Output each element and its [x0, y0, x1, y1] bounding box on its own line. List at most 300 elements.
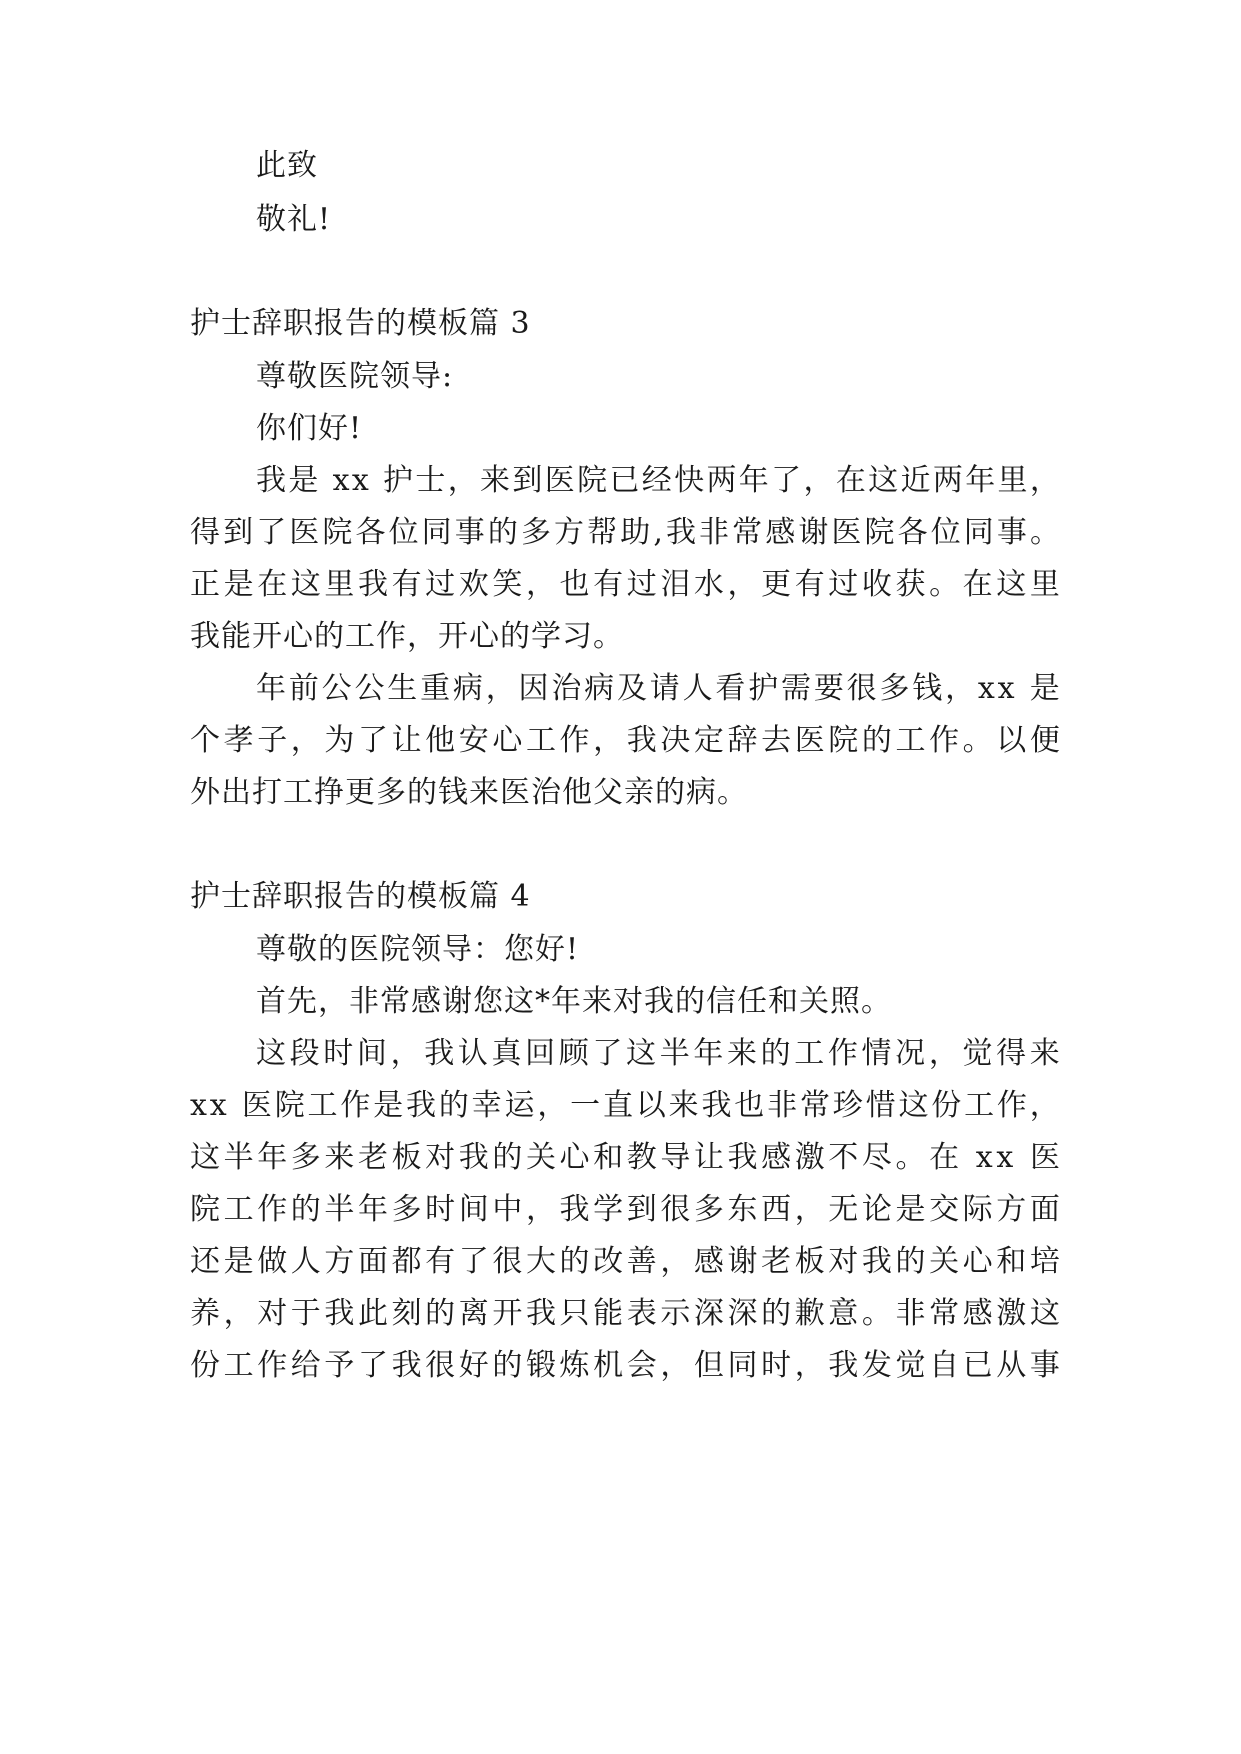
glyph: 这: [190, 1140, 220, 1175]
glyph: 定: [693, 723, 724, 758]
glyph: 只: [559, 1296, 590, 1331]
glyph: 决: [660, 723, 691, 758]
glyph: 院: [190, 1192, 220, 1227]
glyph: 认: [457, 1036, 488, 1071]
glyph: ，: [928, 1036, 959, 1071]
glyph: 有: [425, 1244, 456, 1279]
glyph: 时: [323, 1036, 354, 1071]
glyph: 心: [962, 1244, 993, 1279]
glyph: 。: [895, 1140, 926, 1175]
glyph: 意: [828, 1296, 859, 1331]
glyph: 已: [962, 1348, 993, 1383]
glyph: 前: [288, 671, 319, 706]
glyph: 同: [421, 515, 452, 550]
glyph: 歉: [794, 1296, 825, 1331]
glyph: 能: [593, 1296, 624, 1331]
glyph: 一: [570, 1088, 601, 1123]
glyph: 重: [420, 671, 451, 706]
glyph: 人: [682, 671, 713, 706]
glyph: 治: [551, 671, 582, 706]
glyph: 教: [626, 1140, 657, 1175]
glyph: 是: [895, 1192, 926, 1227]
glyph: 以: [635, 1088, 666, 1123]
glyph: 这: [1029, 1296, 1060, 1331]
glyph: 公: [354, 671, 385, 706]
section-3-greeting: 你们好!: [256, 411, 363, 446]
glyph: 真: [491, 1036, 522, 1071]
glyph: 有: [593, 567, 624, 602]
glyph: 也: [734, 1088, 765, 1123]
glyph: 给: [290, 1348, 321, 1383]
glyph: 工: [223, 1192, 254, 1227]
glyph: 机: [593, 1348, 624, 1383]
section-3-paragraph-1-line: [190, 513, 1060, 553]
glyph: 护: [748, 671, 779, 706]
glyph: 炼: [559, 1348, 590, 1383]
glyph: 作: [827, 1036, 858, 1071]
glyph: 在: [835, 463, 866, 498]
glyph: 医: [289, 515, 320, 550]
glyph: 更: [761, 567, 792, 602]
glyph: 学: [593, 1192, 624, 1227]
glyph: 里: [1029, 567, 1060, 602]
glyph: 珍: [832, 1088, 863, 1123]
glyph: 对: [828, 1244, 859, 1279]
glyph: 西: [761, 1192, 792, 1227]
glyph: 老: [357, 1140, 388, 1175]
glyph: 到: [626, 1192, 657, 1227]
glyph: 做: [257, 1244, 288, 1279]
glyph: 了: [357, 723, 388, 758]
glyph: 常: [732, 515, 763, 550]
section-4-paragraph-2-line: [190, 1138, 1060, 1178]
glyph: 份: [931, 1088, 962, 1123]
section-3-paragraph-2-line: [190, 721, 1060, 761]
glyph: 回: [525, 1036, 556, 1071]
glyph: 我: [324, 1296, 355, 1331]
glyph: 护: [383, 463, 413, 498]
glyph: 的: [861, 723, 892, 758]
glyph: 关: [929, 1244, 960, 1279]
glyph: 常: [799, 1088, 830, 1123]
glyph: 来: [668, 1088, 699, 1123]
glyph: 孝: [223, 723, 254, 758]
glyph: ，: [525, 567, 556, 602]
glyph: 欢: [458, 567, 489, 602]
glyph: 很: [425, 1348, 456, 1383]
glyph: ，: [537, 1088, 568, 1123]
glyph: 了: [771, 463, 802, 498]
glyph: 来: [324, 1140, 355, 1175]
glyph: 作: [996, 1088, 1027, 1123]
glyph: 事: [996, 515, 1027, 550]
glyph: 过: [626, 567, 657, 602]
glyph: x: [332, 463, 350, 498]
glyph: 板: [794, 1244, 825, 1279]
glyph: 示: [660, 1296, 691, 1331]
section-4-heading: 护士辞职报告的模板篇 4: [190, 879, 531, 914]
glyph: 是: [223, 1244, 254, 1279]
glyph: ，: [485, 671, 516, 706]
glyph: 得: [190, 515, 220, 550]
glyph: 和: [996, 1244, 1027, 1279]
glyph: x: [190, 1088, 207, 1123]
glyph: 让: [693, 1140, 724, 1175]
glyph: 位: [930, 515, 961, 550]
glyph: 的: [492, 1140, 523, 1175]
glyph: 近: [900, 463, 931, 498]
glyph: 在: [257, 567, 288, 602]
section-3-salutation: 尊敬医院领导:: [256, 359, 454, 394]
glyph: x: [977, 671, 995, 706]
glyph: 半: [659, 1036, 690, 1071]
glyph: x: [209, 1088, 227, 1123]
glyph: 到: [223, 515, 254, 550]
glyph: 深: [693, 1296, 724, 1331]
glyph: 的: [425, 1296, 456, 1331]
glyph: 间: [458, 1192, 489, 1227]
glyph: 非: [767, 1088, 798, 1123]
glyph: 水: [693, 567, 724, 602]
glyph: ，: [290, 723, 321, 758]
glyph: 非: [895, 1296, 926, 1331]
glyph: 老: [761, 1244, 792, 1279]
glyph: 过: [828, 567, 859, 602]
glyph: 多: [879, 671, 910, 706]
glyph: ，: [447, 463, 478, 498]
glyph: ，: [803, 463, 834, 498]
glyph: 。: [929, 567, 960, 602]
glyph: 两: [932, 463, 963, 498]
section-3-paragraph-1-line: [190, 565, 1060, 605]
glyph: 快: [674, 463, 705, 498]
glyph: 工: [794, 1036, 825, 1071]
glyph: 院: [864, 515, 895, 550]
glyph: 事: [1029, 1348, 1060, 1383]
glyph: 。: [861, 1296, 892, 1331]
glyph: x: [351, 463, 369, 498]
glyph: [321, 461, 331, 501]
section-4-paragraph-2-line: [190, 1086, 1060, 1126]
glyph: 我: [559, 1192, 590, 1227]
glyph: 去: [761, 723, 792, 758]
glyph: 生: [387, 671, 418, 706]
glyph: 是: [373, 1088, 404, 1123]
glyph: [963, 1138, 973, 1178]
glyph: 为: [324, 723, 355, 758]
glyph: 感: [693, 1244, 724, 1279]
glyph: 感: [761, 1140, 792, 1175]
section-3-paragraph-2-line: 外出打工挣更多的钱来医治他父亲的病。: [190, 775, 748, 810]
glyph: 关: [525, 1140, 556, 1175]
glyph: 了: [458, 1244, 489, 1279]
closing-line-1: 此致: [256, 148, 318, 183]
glyph: 获: [895, 567, 926, 602]
section-4-paragraph-1: 首先，非常感谢您这*年来对我的信任和关照。: [256, 984, 892, 1019]
glyph: 很: [846, 671, 877, 706]
glyph: 这: [256, 1036, 286, 1071]
glyph: 交: [929, 1192, 960, 1227]
glyph: [1017, 669, 1027, 709]
glyph: 深: [727, 1296, 758, 1331]
glyph: 的: [290, 1192, 321, 1227]
glyph: 里: [997, 463, 1028, 498]
glyph: 作: [559, 723, 590, 758]
glyph: 人: [290, 1244, 321, 1279]
glyph: 时: [761, 1348, 792, 1383]
glyph: x: [997, 671, 1015, 706]
glyph: 各: [897, 515, 928, 550]
glyph: 工: [223, 1348, 254, 1383]
glyph: ，: [390, 1036, 421, 1071]
glyph: 中: [492, 1192, 523, 1227]
section-3-heading: 护士辞职报告的模板篇 3: [190, 306, 531, 341]
glyph: 经: [641, 463, 672, 498]
glyph: 此: [357, 1296, 388, 1331]
glyph: 我: [626, 723, 657, 758]
glyph: 里: [324, 567, 355, 602]
glyph: 运: [504, 1088, 535, 1123]
glyph: 段: [289, 1036, 320, 1071]
glyph: 病: [452, 671, 483, 706]
glyph: 表: [626, 1296, 657, 1331]
glyph: 来: [480, 463, 511, 498]
glyph: 谢: [798, 515, 829, 550]
glyph: 到: [512, 463, 543, 498]
glyph: 离: [458, 1296, 489, 1331]
glyph: 的: [438, 1088, 469, 1123]
glyph: 年: [693, 1036, 724, 1071]
glyph: 作: [257, 1192, 288, 1227]
glyph: 情: [861, 1036, 892, 1071]
glyph: 刻: [391, 1296, 422, 1331]
glyph: 方: [554, 515, 585, 550]
closing-line-2: 敬礼!: [256, 202, 332, 237]
glyph: 方: [996, 1192, 1027, 1227]
glyph: 作: [257, 1348, 288, 1383]
glyph: 及: [616, 671, 647, 706]
glyph: 我: [391, 1348, 422, 1383]
glyph: 是: [1029, 671, 1060, 706]
glyph: 年: [738, 463, 769, 498]
glyph: 帮: [587, 515, 618, 550]
glyph: 位: [388, 515, 419, 550]
glyph: 很: [492, 1244, 523, 1279]
glyph: 我: [828, 1348, 859, 1383]
glyph: 子: [257, 723, 288, 758]
glyph: 导: [660, 1140, 691, 1175]
glyph: 份: [190, 1348, 220, 1383]
glyph: 尽: [861, 1140, 892, 1175]
glyph: 半: [324, 1192, 355, 1227]
glyph: ，: [727, 567, 758, 602]
glyph: 公: [321, 671, 352, 706]
glyph: 好: [458, 1348, 489, 1383]
glyph: 和: [593, 1140, 624, 1175]
glyph: x: [975, 1140, 993, 1175]
glyph: 面: [357, 1244, 388, 1279]
glyph: 善: [626, 1244, 657, 1279]
glyph: 士: [415, 463, 446, 498]
glyph: 激: [996, 1296, 1027, 1331]
glyph: 了: [256, 515, 287, 550]
glyph: 年: [256, 671, 286, 706]
glyph: 需: [781, 671, 811, 706]
glyph: [1017, 1138, 1027, 1178]
glyph: 发: [861, 1348, 892, 1383]
glyph: 多: [290, 1140, 321, 1175]
glyph: 的: [492, 1348, 523, 1383]
section-4-paragraph-2-line: [190, 1294, 1060, 1334]
glyph: 锻: [525, 1348, 556, 1383]
glyph: 心: [492, 723, 523, 758]
glyph: 心: [559, 1140, 590, 1175]
glyph: 作: [929, 723, 960, 758]
section-3-paragraph-2-line: [256, 669, 1060, 709]
glyph: 要: [813, 671, 844, 706]
glyph: 是: [223, 567, 254, 602]
glyph: 助: [620, 515, 651, 550]
glyph: 论: [861, 1192, 892, 1227]
glyph: ，: [525, 1192, 556, 1227]
glyph: 年: [357, 1192, 388, 1227]
glyph: 我: [458, 1140, 489, 1175]
glyph: ，: [223, 1296, 254, 1331]
glyph: 的: [487, 515, 518, 550]
glyph: ，: [945, 671, 976, 706]
glyph: x: [996, 1140, 1014, 1175]
glyph: 以: [996, 723, 1027, 758]
glyph: 安: [458, 723, 489, 758]
glyph: 这: [626, 1036, 657, 1071]
glyph: 因: [518, 671, 549, 706]
glyph: 感: [765, 515, 796, 550]
glyph: 院: [577, 463, 608, 498]
glyph: 谢: [727, 1244, 758, 1279]
glyph: 感: [962, 1296, 993, 1331]
glyph: 的: [761, 1296, 792, 1331]
glyph: 有: [391, 567, 422, 602]
glyph: 院: [274, 1088, 305, 1123]
glyph: 多: [693, 1192, 724, 1227]
glyph: 医: [1029, 1140, 1060, 1175]
glyph: 事: [454, 515, 485, 550]
glyph: 培: [1029, 1244, 1060, 1279]
glyph: 看: [715, 671, 746, 706]
glyph: 改: [593, 1244, 624, 1279]
glyph: 医: [794, 723, 825, 758]
glyph: 的: [559, 1244, 590, 1279]
glyph: 非: [699, 515, 730, 550]
section-3-paragraph-1-line: 我能开心的工作，开心的学习。: [190, 619, 624, 654]
glyph: 了: [592, 1036, 623, 1071]
glyph: ，: [794, 1192, 825, 1227]
glyph: 我: [256, 463, 286, 498]
glyph: 这: [898, 1088, 929, 1123]
glyph: 东: [727, 1192, 758, 1227]
section-4-paragraph-2-line: [190, 1190, 1060, 1230]
glyph: ，: [660, 1244, 691, 1279]
glyph: ，: [1029, 463, 1060, 498]
glyph: 多: [391, 1192, 422, 1227]
glyph: 收: [861, 567, 892, 602]
glyph: 觉: [895, 1348, 926, 1383]
glyph: 不: [828, 1140, 859, 1175]
glyph: 对: [257, 1296, 288, 1331]
glyph: 有: [794, 567, 825, 602]
glyph: 请: [649, 671, 680, 706]
glyph: 直: [602, 1088, 633, 1123]
glyph: ，: [593, 723, 624, 758]
glyph: 同: [963, 515, 994, 550]
glyph: 但: [693, 1348, 724, 1383]
glyph: 际: [962, 1192, 993, 1227]
glyph: [371, 461, 381, 501]
glyph: 我: [406, 1088, 437, 1123]
glyph: 我: [727, 1140, 758, 1175]
glyph: 各: [355, 515, 386, 550]
glyph: 惜: [865, 1088, 896, 1123]
glyph: 间: [356, 1036, 387, 1071]
glyph: 医: [241, 1088, 272, 1123]
glyph: 方: [324, 1244, 355, 1279]
section-4-paragraph-2-line: [190, 1346, 1060, 1386]
glyph: 来: [1029, 1036, 1060, 1071]
glyph: 也: [559, 567, 590, 602]
glyph: 院: [828, 723, 859, 758]
section-4-paragraph-2-line: [256, 1034, 1060, 1074]
glyph: 让: [391, 723, 422, 758]
glyph: 我: [861, 1244, 892, 1279]
glyph: 工: [307, 1088, 338, 1123]
glyph: 泪: [660, 567, 691, 602]
glyph: 顾: [558, 1036, 589, 1071]
glyph: 同: [727, 1348, 758, 1383]
glyph: 面: [1029, 1192, 1060, 1227]
glyph: 都: [391, 1244, 422, 1279]
glyph: 的: [760, 1036, 791, 1071]
glyph: 对: [425, 1140, 456, 1175]
section-4-salutation: 尊敬的医院领导：您好!: [256, 932, 580, 967]
glyph: 予: [324, 1348, 355, 1383]
glyph: 我: [424, 1036, 455, 1071]
glyph: 会: [626, 1348, 657, 1383]
glyph: 年: [257, 1140, 288, 1175]
glyph: 养: [190, 1296, 220, 1331]
glyph: 多: [520, 515, 551, 550]
glyph: 已: [609, 463, 640, 498]
glyph: ，: [660, 1348, 691, 1383]
glyph: 便: [1029, 723, 1060, 758]
glyph: 激: [794, 1140, 825, 1175]
glyph: 很: [660, 1192, 691, 1227]
glyph: 还: [190, 1244, 220, 1279]
glyph: 觉: [962, 1036, 993, 1071]
glyph: 病: [584, 671, 615, 706]
glyph: 况: [895, 1036, 926, 1071]
glyph: 得: [996, 1036, 1027, 1071]
glyph: 在: [962, 567, 993, 602]
glyph: 正: [190, 567, 220, 602]
glyph: 在: [929, 1140, 960, 1175]
glyph: 个: [190, 723, 220, 758]
glyph: 这: [868, 463, 899, 498]
glyph: 作: [340, 1088, 371, 1123]
glyph: 的: [895, 1244, 926, 1279]
glyph: 。: [962, 723, 993, 758]
glyph: 笑: [492, 567, 523, 602]
glyph: 工: [525, 723, 556, 758]
